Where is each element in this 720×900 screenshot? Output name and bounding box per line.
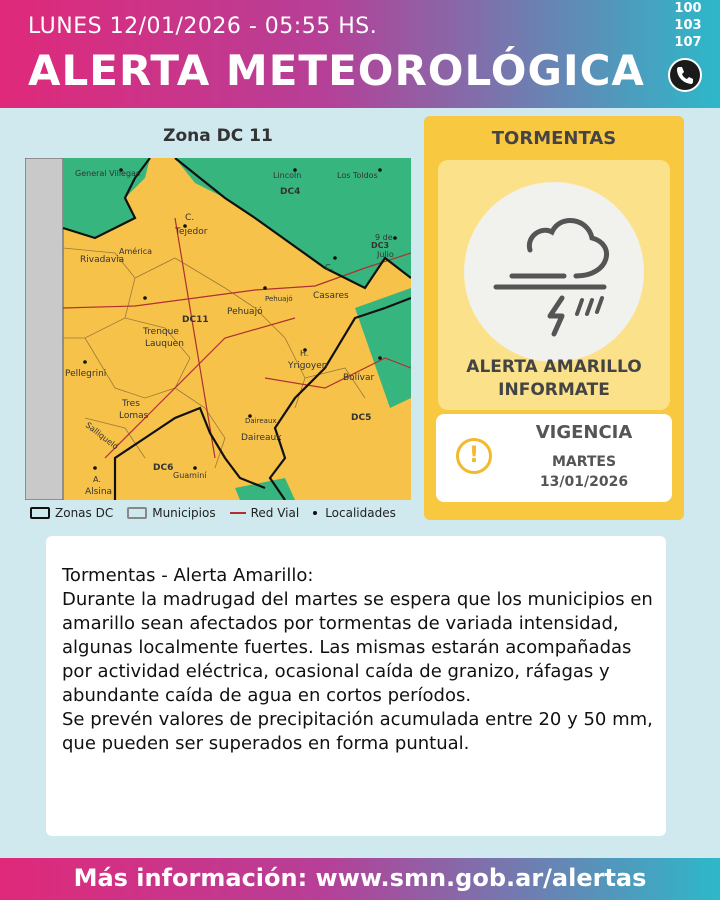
description-heading: Tormentas - Alerta Amarillo: [62,565,314,586]
exclamation-icon: ! [456,438,492,474]
phone-number[interactable]: 103 [674,18,702,33]
icon-circle [464,182,644,362]
label-alsina: Alsina [85,487,113,497]
road-icon [230,512,246,514]
header-banner [0,0,720,108]
label-julio: Julio [377,250,394,259]
vigencia-box [436,414,672,502]
phone-number[interactable]: 107 [674,35,702,50]
label-salliquelo: Salliqueló [83,420,120,452]
label-rivadavia: Rivadavia [80,255,125,265]
label-guamini: Guaminí [173,471,207,480]
map-outside-province [25,158,63,500]
alert-icon-box [438,160,670,410]
alert-level-line1: ALERTA AMARILLO [466,357,642,377]
alert-level-line2: INFORMATE [498,380,610,400]
label-dc3: DC3 [371,241,390,250]
label-tejedor: Tejedor [175,227,208,237]
description-card [46,536,666,836]
label-dc5: DC5 [351,413,372,423]
label-lincoln: Lincoln [273,171,302,180]
zone-title: Zona DC 11 [163,126,273,146]
storm-cloud-icon [464,182,644,362]
label-los-toldos: Los Toldos [337,171,378,180]
map-legend [30,506,410,520]
description-body-2: Se prevén valores de precipitación acumulada entre 20 y 50 mm, que pueden ser superados en forma puntual. [62,709,653,754]
vigencia-day: MARTES [551,454,617,470]
description-body: Durante la madrugad del martes se espera que los municipios en amarillo sean afectados por tormentas de variada intensidad, algunas localmente fuertes. Las mismas estarán acompañadas por actividad eléctrica, ocasional caída de granizo, ráfagas y abundante caída de agua en cortos períodos. [62,589,653,706]
alert-level [438,356,670,402]
vigencia-date: 13/01/2026 [539,474,629,490]
zone-map[interactable] [25,158,411,500]
label-pellegrini: Pellegrini [65,369,107,379]
label-a-alsina: A. [93,475,101,484]
label-trenque: Trenque [143,327,179,337]
phone-number[interactable]: 100 [674,1,702,16]
label-bolivar: Bolívar [343,373,375,383]
alert-panel [424,116,684,520]
label-tres: Tres [122,399,140,409]
label-casares: Casares [313,291,349,301]
label-dc6: DC6 [153,463,174,473]
label-pehuajo: Pehuajó [227,307,263,317]
label-lauquen: Lauquen [145,339,184,349]
dot-icon [313,511,317,515]
legend-zonas: Zonas DC [30,506,113,520]
page-title: ALERTA METEOROLÓGICA [28,46,645,95]
label-nueve-de: 9 de [375,233,393,242]
vigencia-title: VIGENCIA [535,422,633,443]
label-c-casares: C. [325,263,334,272]
label-dc11: DC11 [182,315,209,325]
legend-localidades: Localidades [313,506,396,520]
footer-banner [0,858,720,900]
phenomenon-title: TORMENTAS [491,128,617,149]
label-daireaux: Daireaux [241,433,282,443]
label-h: H. [300,349,309,358]
description-text [62,564,658,756]
more-info-link[interactable]: Más información: www.smn.gob.ar/alertas [73,864,647,892]
label-america: América [119,247,152,256]
municipios-icon [127,507,147,519]
label-c-tejedor: C. [185,213,195,223]
label-yrigoyen: Yrigoyen [288,361,328,371]
legend-municipios: Municipios [127,506,215,520]
map-panel [22,114,414,528]
label-pehuajo-small: Pehuajó [265,295,293,303]
zonas-icon [30,507,50,519]
phone-icon[interactable] [668,58,702,92]
alert-datetime: LUNES 12/01/2026 - 05:55 HS. [28,14,378,39]
label-general-villegas: General Villegas [75,169,141,178]
legend-red-vial: Red Vial [230,506,300,520]
label-dc4: DC4 [280,187,301,197]
label-lomas: Lomas [119,411,149,421]
label-daireaux-small: Daireaux [245,417,277,425]
emergency-phones [664,0,712,51]
